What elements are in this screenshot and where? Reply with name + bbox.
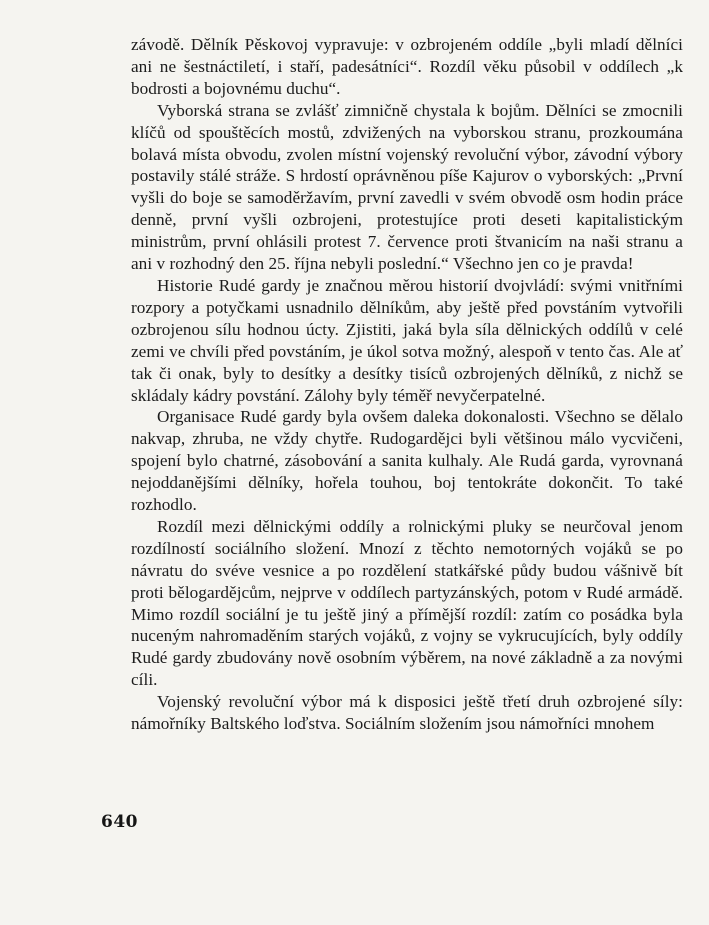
paragraph-continued: závodě. Dělník Pěskovoj vypravuje: v ozbrojeném oddíle „byli mladí dělníci ani ne šestnáctiletí, i staří, padesátníci“. Rozdíl věku působil v oddílech „k bodrosti a bojovnému duchu“.	[131, 35, 683, 98]
paragraph-organisace-rude-gardy: Organisace Rudé gardy byla ovšem daleka dokonalosti. Všechno se dělalo nakvap, zhruba, ne vždy chytře. Rudogardějci byli většinou málo vycvičeni, spojení bylo chatrné, zásobování a sanita kulhaly. Ale Rudá garda, vyrovnaná nejoddanějšími dělníky, hořela touhou, boj tentokráte dokončit. To také rozhodlo.	[131, 407, 683, 515]
body-text	[131, 34, 683, 735]
paragraph-vyborska-strana: Vyborská strana se zvlášť zimničně chystala k bojům. Dělníci se zmocnili klíčů od spouštěcích mostů, zdvižených na vyborskou stranu, prozkoumána bolavá místa obvodu, zvolen místní vojenský revoluční výbor, závodní výbory postavily stálé stráže. S hrdostí oprávněnou píše Kajurov o vyborských: „První vyšli do boje se samoděržavím, první zavedli v svém obvodě osm hodin práce denně, první vyšli ozbrojeni, protestujíce proti deseti kapitalistickým ministrům, první ohlásili protest 7. července proti štvanicím na naši stranu a ani v rozhodný den 25. října nebyli poslední.“ Všechno jen co je pravda!	[131, 100, 683, 274]
paragraph-rozdil-oddilu: Rozdíl mezi dělnickými oddíly a rolnickými pluky se neurčoval jenom rozdílností sociálního složení. Mnozí z těchto nemotorných vojáků se po návratu do svéve vesnice a po rozdělení statkářské půdy budou vášnivě bít proti bělogardějcům, nejprve v oddílech partyzánských, potom v Rudé armádě. Mimo rozdíl sociální je tu ještě jiný a přímější rozdíl: zatím co posádka byla nuceným nahromaděním starých vojáků, z vojny se vykrucujících, byly oddíly Rudé gardy zbudovány nově osobním výběrem, na nové základně a za novými cíli.	[131, 516, 683, 690]
page-number: 640	[101, 812, 138, 832]
paragraph-historie-rude-gardy: Historie Rudé gardy je značnou měrou historií dvojvládí: svými vnitřními rozpory a potyčkami usnadnilo dělníkům, aby ještě před povstáním vytvořili ozbrojenou sílu hodnou úcty. Zjistiti, jaká byla síla dělnických oddílů v celé zemi ve chvíli před povstáním, je úkol sotva možný, alespoň v tento čas. Ale ať tak či onak, byly to desítky a desítky tisíců ozbrojených dělníků, z nichž se skládaly kádry povstání. Zálohy byly téměř nevyčerpatelné.	[131, 275, 683, 405]
paragraph-vojensky-vybor: Vojenský revoluční výbor má k disposici ještě třetí druh ozbrojené síly: námořníky Baltského loďstva. Sociálním složením jsou námořníci mnohem	[131, 692, 683, 734]
